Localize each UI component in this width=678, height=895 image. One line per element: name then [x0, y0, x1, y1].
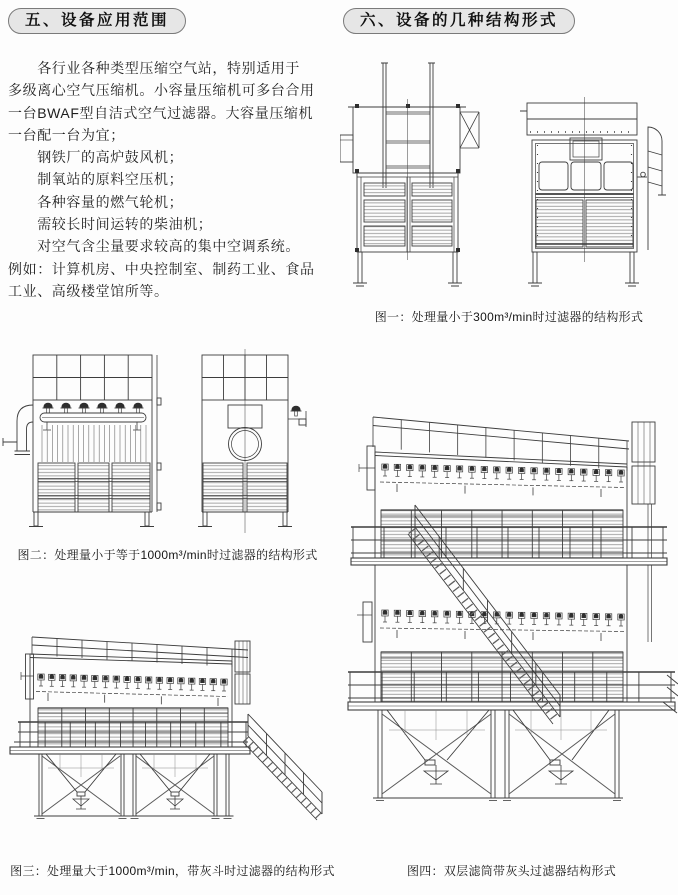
figure-1-caption: 图一：处理量小于300m³/min时过滤器的结构形式	[374, 310, 644, 324]
intro-line: 各行业各种类型压缩空气站，特别适用于	[8, 60, 300, 76]
intro-line: 工业、高级楼堂馆所等。	[8, 282, 169, 299]
intro-line: 例如：计算机房、中央控制室、制药工业、食品	[8, 260, 315, 277]
intro-line: 钢铁厂的高炉鼓风机；	[8, 149, 184, 166]
figure-4	[345, 390, 678, 876]
intro-line: 多级离心空气压缩机。小容量压缩机可多台合用	[8, 82, 315, 99]
intro-line: 一台BWAF型自洁式空气过滤器。大容量压缩机	[8, 104, 314, 121]
figure-2-caption: 图二：处理量小于等于1000m³/min时过滤器的结构形式	[17, 548, 318, 562]
intro-line: 制氧站的原料空压机；	[8, 171, 184, 188]
intro-line: 需较长时间运转的柴油机；	[8, 216, 213, 233]
section-header-application-scope: 五、设备应用范围	[8, 8, 186, 34]
section-header-structure-forms: 六、设备的几种结构形式	[343, 8, 575, 34]
figure-3-drawing	[0, 596, 345, 859]
figure-1-drawing	[340, 55, 678, 305]
figure-4-caption: 图四：双层滤筒带灰头过滤器结构形式	[406, 864, 617, 878]
figure-3	[0, 596, 345, 878]
intro-line: 一台配一台为宜；	[8, 126, 125, 143]
figure-2-drawing	[0, 345, 335, 543]
figure-4-drawing	[345, 390, 678, 860]
application-scope-text	[8, 57, 340, 302]
figure-1	[340, 55, 678, 323]
figure-2	[0, 345, 335, 561]
figure-3-caption: 图三：处理量大于1000m³/min，带灰斗时过滤器的结构形式	[10, 864, 335, 878]
intro-line: 各种容量的燃气轮机；	[8, 193, 184, 210]
intro-line: 对空气含尘量要求较高的集中空调系统。	[8, 238, 300, 255]
